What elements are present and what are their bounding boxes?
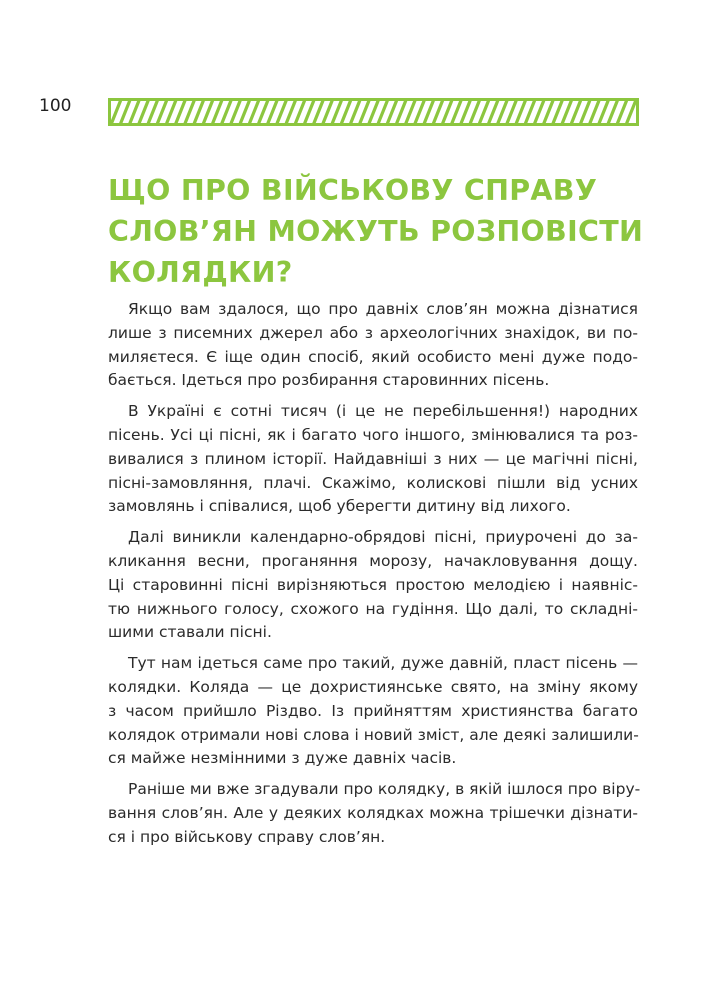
page-number: 100: [39, 96, 72, 116]
ornament-stroke: [425, 102, 433, 122]
ornament-stroke: [416, 102, 424, 122]
chapter-title: [108, 170, 698, 293]
ornament-stroke: [406, 102, 414, 122]
ornament-stroke: [195, 102, 203, 122]
paragraph: [108, 778, 641, 849]
text-line: вання слов’ян. Але у деяких колядках можна трішечки дізнати-: [108, 803, 638, 822]
ornament-stroke: [342, 102, 350, 122]
ornament-stroke: [130, 102, 138, 122]
ornament-stroke: [609, 102, 617, 122]
ornament-stroke: [535, 102, 543, 122]
text-line: Тут нам ідеться саме про такий, дуже давній, пласт пісень —: [128, 654, 638, 673]
ornament-stroke: [232, 102, 240, 122]
ornament-stroke: [176, 102, 184, 122]
ornament-stroke: [324, 102, 332, 122]
ornament-stroke: [397, 102, 405, 122]
text-line: колядок отримали нові слова і новий зміст, але деякі залишили-: [108, 725, 639, 744]
ornament-stroke: [305, 102, 313, 122]
text-line: Ці старовинні пісні вирізняються простою мелодією і наявніс-: [108, 575, 638, 594]
ornament-stroke: [526, 102, 534, 122]
ornament-stroke: [167, 102, 175, 122]
ornament-stroke: [158, 102, 166, 122]
text-line: кликання весни, проганяння морозу, начакловування дощу.: [108, 551, 638, 570]
ornament-stroke: [627, 102, 635, 122]
text-line: вивалися з плином історії. Найдавніші з них — це магічні пісні,: [108, 449, 638, 468]
ornament-stroke: [388, 102, 396, 122]
title-line: СЛОВ’ЯН МОЖУТЬ РОЗПОВІСТИ: [108, 215, 644, 248]
text-line: шими ставали пісні.: [108, 623, 272, 642]
ornament-stroke: [572, 102, 580, 122]
text-line: пісні-замовляння, плачі. Скажімо, колискові пішли від усних: [108, 473, 638, 492]
ornament-stroke: [360, 102, 368, 122]
ornament-stroke: [563, 102, 571, 122]
text-line: з часом прийшло Різдво. Із прийняттям християнства багато: [108, 701, 638, 720]
ornament-stroke: [296, 102, 304, 122]
ornament-stroke: [434, 102, 442, 122]
ornament-stroke: [471, 102, 479, 122]
ornament-stroke: [241, 102, 249, 122]
ornament-stroke: [333, 102, 341, 122]
ornament-stroke: [351, 102, 359, 122]
text-line: колядки. Коляда — це дохристиянське свято, на зміну якому: [108, 677, 638, 696]
text-line: Раніше ми вже згадували про колядку, в якій ішлося про віру-: [128, 780, 641, 799]
paragraph: [108, 298, 638, 393]
text-line: замовлянь і співалися, щоб уберегти дитину від лихого.: [108, 497, 571, 516]
ornament-stroke: [489, 102, 497, 122]
ornament-stroke: [554, 102, 562, 122]
text-line: бається. Ідеться про розбирання старовинних пісень.: [108, 371, 550, 390]
decorative-ornament-band: [108, 98, 639, 126]
ornament-stroke: [250, 102, 258, 122]
ornament-stroke: [140, 102, 148, 122]
title-line: КОЛЯДКИ?: [108, 256, 293, 289]
text-line: ся і про військову справу слов’ян.: [108, 827, 386, 846]
paragraph: [108, 400, 638, 519]
ornament-stroke: [590, 102, 598, 122]
text-line: ся майже незмінними з дуже давніх часів.: [108, 749, 457, 768]
ornament-stroke: [581, 102, 589, 122]
body-text: [108, 298, 641, 857]
text-line: миляєтеся. Є іще один спосіб, який особисто мені дуже подо-: [108, 347, 638, 366]
ornament-stroke: [618, 102, 626, 122]
ornament-stroke: [517, 102, 525, 122]
ornament-stroke: [314, 102, 322, 122]
ornament-stroke: [278, 102, 286, 122]
ornament-stroke: [480, 102, 488, 122]
ornament-stroke: [370, 102, 378, 122]
ornament-stroke: [544, 102, 552, 122]
text-line: В Україні є сотні тисяч (і це не перебільшення!) народних: [128, 402, 638, 421]
ornament-stroke: [149, 102, 157, 122]
ornament-stroke: [112, 102, 120, 122]
ornament-stroke: [204, 102, 212, 122]
ornament-stroke: [287, 102, 295, 122]
ornament-stroke: [259, 102, 267, 122]
ornament-stroke: [186, 102, 194, 122]
text-line: тю нижнього голосу, схожого на гудіння. Що далі, то складні-: [108, 599, 638, 618]
ornament-stroke: [121, 102, 129, 122]
title-line: ЩО ПРО ВІЙСЬКОВУ СПРАВУ: [108, 174, 598, 207]
text-line: пісень. Усі ці пісні, як і багато чого іншого, змінювалися та роз-: [108, 425, 638, 444]
ornament-stroke: [462, 102, 470, 122]
ornament-stroke: [443, 102, 451, 122]
text-line: лише з писемних джерел або з археологічних знахідок, ви по-: [108, 323, 638, 342]
ornament-stroke: [508, 102, 516, 122]
text-line: Далі виникли календарно-обрядові пісні, приурочені до за-: [128, 528, 638, 547]
paragraph: [108, 526, 638, 645]
text-line: Якщо вам здалося, що про давніх слов’ян можна дізнатися: [128, 300, 638, 318]
ornament-stroke: [498, 102, 506, 122]
ornament-stroke: [268, 102, 276, 122]
ornament-stroke: [452, 102, 460, 122]
paragraph: [108, 652, 638, 771]
ornament-stroke: [379, 102, 387, 122]
ornament-stroke: [222, 102, 230, 122]
ornament-stroke: [213, 102, 221, 122]
ornament-stroke: [600, 102, 608, 122]
